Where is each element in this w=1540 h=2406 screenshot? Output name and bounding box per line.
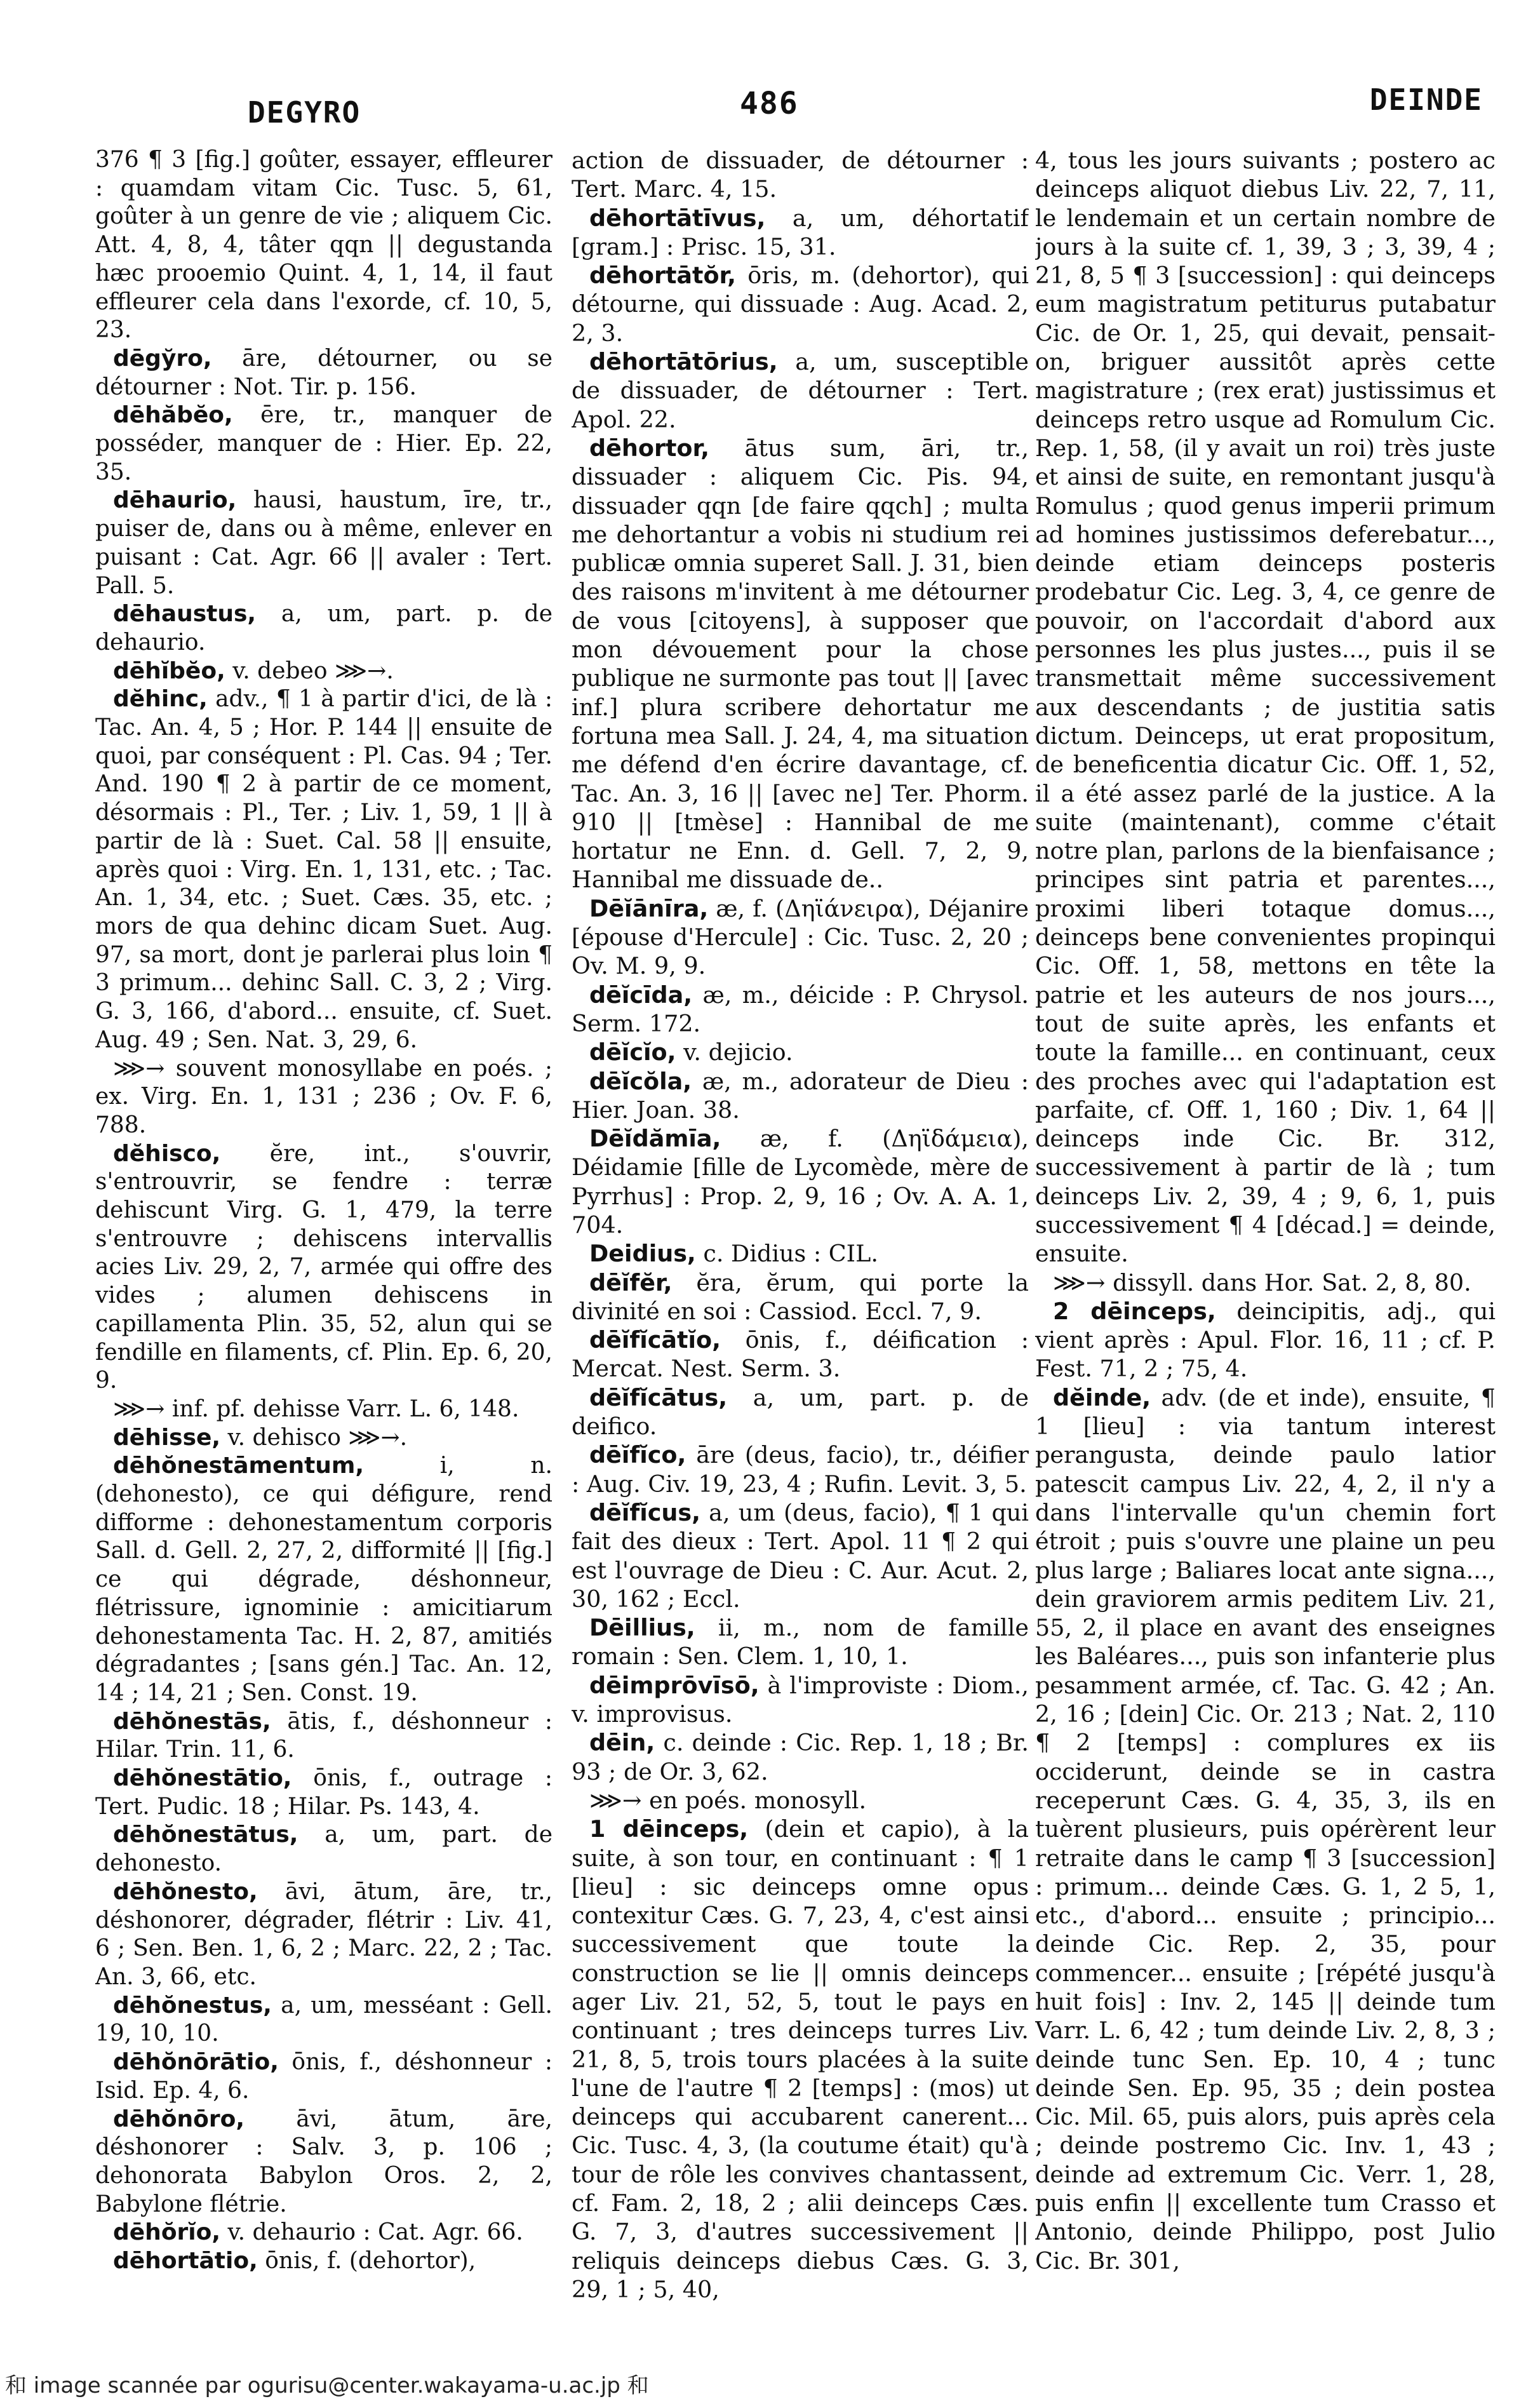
dictionary-entry	[572, 1613, 1029, 1671]
entry-definition: v. dehisco ⋙→.	[220, 1424, 408, 1451]
dictionary-entry	[95, 1424, 552, 1453]
entry-headword: dēhŏnestās,	[113, 1708, 271, 1735]
entry-definition: æ, f. (Δηϊδάμεια), Déidamie [fille de Lycomède, mère de Pyrrhus] : Prop. 2, 9, 16 ; Ov. A. A. 1, 704.	[572, 1125, 1029, 1239]
entry-definition: āre (deus, facio), tr., déifier : Aug. Civ. 19, 23, 4 ; Rufin. Levit. 3, 5.	[572, 1441, 1029, 1498]
entry-headword: dēĭcīda,	[589, 981, 693, 1009]
dictionary-entry	[572, 146, 1029, 204]
entry-headword: Dēĭdămīa,	[589, 1125, 721, 1153]
entry-definition: (dein et capio), à la suite, à son tour, en continuant : ¶ 1 [lieu] : sic deinceps omne opus contexitur Cæs. G. 7, 23, 4, c'est ainsi successivement que toute la construction se lie || omnis deinceps ager Liv. 21, 52, 5, tout le pays en continuant ; tres deinceps turres Liv. 21, 8, 5, trois tours placées à la suite l'une de l'autre ¶ 2 [temps] : (mos) ut deinceps qui accubarent canerent... Cic. Tusc. 4, 3, (la coutume était) qu'à tour de rôle les convives chantassent, cf. Fam. 2, 18, 2 ; alii deinceps Cæs. G. 7, 3, d'autres successivement || reliquis deinceps diebus Cæs. G. 3, 29, 1 ; 5, 40,	[572, 1815, 1029, 2303]
dictionary-entry	[95, 2106, 552, 2219]
entry-definition: action de dissuader, de détourner : Tert. Marc. 4, 15.	[572, 147, 1029, 203]
entry-definition: āvi, ātum, āre, déshonorer : Salv. 3, p. 106 ; dehonorata Babylon Oros. 2, 2, Babylone flétrie.	[95, 2106, 552, 2217]
entry-headword: dēhortātīvus,	[589, 204, 766, 232]
dictionary-entry	[95, 1395, 552, 1424]
dictionary-entry	[572, 894, 1029, 981]
entry-headword: dēhĭbĕo,	[113, 657, 225, 684]
running-head-right: DEINDE	[1369, 83, 1483, 117]
entry-definition: ii, m., nom de famille romain : Sen. Clem. 1, 10, 1.	[572, 1614, 1029, 1670]
dictionary-entry	[572, 1038, 1029, 1066]
dictionary-entry	[95, 2219, 552, 2247]
dictionary-entry	[95, 1878, 552, 1992]
dictionary-entry	[572, 1498, 1029, 1613]
entry-headword: dēhŏnestātio,	[113, 1765, 292, 1792]
dictionary-entry	[572, 434, 1029, 894]
dictionary-entry	[95, 2247, 552, 2276]
page-header	[0, 83, 1540, 140]
entry-definition: adv., ¶ 1 à partir d'ici, de là : Tac. An. 4, 5 ; Hor. P. 144 || ensuite de quoi, par conséquent : Pl. Cas. 94 ; Ter. And. 190 ¶ 2 à partir de ce moment, désormais : Pl., Ter. ; Liv. 1, 59, 1 || à partir de là : Suet. Cal. 58 || ensuite, après quoi : Virg. En. 1, 131, etc. ; Tac. An. 1, 34, etc. ; Suet. Cæs. 35, etc. ; mors de qua dehinc dicam Suet. Aug. 97, sa mort, dont je parlerai plus loin ¶ 3 primum... dehinc Sall. C. 3, 2 ; Virg. G. 3, 166, d'abord... ensuite, cf. Suet. Aug. 49 ; Sen. Nat. 3, 29, 6.	[95, 686, 552, 1053]
dictionary-entry	[572, 1786, 1029, 1815]
entry-definition: v. dehaurio : Cat. Agr. 66.	[220, 2219, 523, 2246]
entry-headword: dēĭfĕr,	[589, 1268, 673, 1296]
dictionary-entry	[572, 1671, 1029, 1729]
dictionary-entry	[95, 1764, 552, 1821]
dictionary-entry	[95, 657, 552, 686]
entry-headword: dēĭfĭcus,	[589, 1498, 700, 1526]
entry-definition: ⋙→ inf. pf. dehisse Varr. L. 6, 148.	[113, 1395, 519, 1422]
dictionary-entry	[95, 1140, 552, 1395]
entry-definition: ōnis, f., déshonneur : Isid. Ep. 4, 6.	[95, 2049, 552, 2104]
page-number: 486	[740, 86, 799, 121]
dictionary-entry	[572, 204, 1029, 262]
entry-headword: dēĭfĭco,	[589, 1441, 686, 1469]
entry-definition: āre, détourner, ou se détourner : Not. Tir. p. 156.	[95, 345, 552, 400]
entry-headword: 1 dēinceps,	[589, 1815, 749, 1843]
entry-definition: ōnis, f., outrage : Tert. Pudic. 18 ; Hilar. Ps. 143, 4.	[95, 1765, 552, 1820]
entry-definition: ēre, tr., manquer de posséder, manquer de : Hier. Ep. 22, 35.	[95, 402, 552, 485]
entry-headword: dēhortātōrius,	[589, 348, 778, 376]
entry-headword: dēhaustus,	[113, 601, 257, 628]
entry-headword: dēhaurio,	[113, 487, 237, 514]
dictionary-entry	[572, 1067, 1029, 1125]
entry-headword: dēimprōvīsō,	[589, 1671, 760, 1699]
column-2	[572, 146, 1029, 2312]
dictionary-entry	[572, 1124, 1029, 1239]
entry-definition: a, um, susceptible de dissuader, de détourner : Tert. Apol. 22.	[572, 348, 1029, 433]
dictionary-entry	[95, 345, 552, 401]
dictionary-entry	[95, 401, 552, 487]
entry-headword: dēhăbĕo,	[113, 402, 233, 429]
dictionary-entry	[572, 1383, 1029, 1441]
entry-headword: dēhisse,	[113, 1424, 221, 1451]
dictionary-entry	[572, 1815, 1029, 2304]
dictionary-entry	[1035, 146, 1496, 1268]
entry-headword: dēhŏnestus,	[113, 1992, 272, 2019]
entry-definition: ⋙→ en poés. monosyll.	[589, 1786, 867, 1814]
dictionary-entry	[95, 146, 552, 345]
entry-definition: v. dejicio.	[676, 1038, 793, 1066]
entry-definition: æ, f. (Δηϊάνειρα), Déjanire [épouse d'Hercule] : Cic. Tusc. 2, 20 ; Ov. M. 9, 9.	[572, 894, 1029, 980]
entry-definition: ⋙→ souvent monosyllabe en poés. ; ex. Virg. En. 1, 131 ; 236 ; Ov. F. 6, 788.	[95, 1055, 552, 1138]
dictionary-entry	[572, 981, 1029, 1038]
entry-headword: dĕhisco,	[113, 1140, 221, 1167]
dictionary-entry	[1035, 1383, 1496, 2275]
entry-definition: a, um, déhortatif [gram.] : Prisc. 15, 31.	[572, 204, 1029, 260]
entry-definition: c. Didius : CIL.	[695, 1240, 878, 1268]
entry-headword: dēhortātio,	[113, 2248, 258, 2275]
entry-headword: dēhŏrĭo,	[113, 2219, 221, 2246]
entry-definition: ōnis, f., déification : Mercat. Nest. Serm. 3.	[572, 1326, 1029, 1383]
entry-definition: a, um, messéant : Gell. 19, 10, 10.	[95, 1992, 552, 2047]
entry-definition: 4, tous les jours suivants ; postero ac deinceps aliquot diebus Liv. 22, 7, 11, le lendemain et un certain nombre de jours à la suite cf. 1, 39, 3 ; 3, 39, 4 ; 21, 8, 5 ¶ 3 [succession] : qui deinceps eum magistratum petiturus putabatur Cic. de Or. 1, 25, qui devait, pensait-on, briguer aussitôt après cette magistrature ; (rex erat) justissimus et deinceps retro usque ad Romulum Cic. Rep. 1, 58, (il y avait un roi) très juste et ainsi de suite, en remontant jusqu'à Romulus ; quod genus imperii primum ad homines justissimos deferebatur..., deinde etiam deinceps posteris prodebatur Cic. Leg. 3, 4, ce genre de pouvoir, on l'accordait d'abord aux personnes les plus justes..., puis il se transmettait même successivement aux descendants ; de justitia satis dictum. Deinceps, ut erat propositum, de beneficentia dicatur Cic. Off. 1, 52, il a été assez parlé de la justice. A la suite (maintenant), comme c'était notre plan, parlons de la bienfaisance ; principes sint patria et parentes..., proximi liberi totaque domus..., deinceps bene convenientes propinqui Cic. Off. 1, 58, mettons en tête la patrie et les auteurs de nos jours..., tout de suite après, les enfants et toute la famille... en continuant, ceux des proches avec qui l'adaptation est parfaite, cf. Off. 1, 160 ; Div. 1, 64 || deinceps inde Cic. Br. 312, successivement à partir de là ; tum deinceps Liv. 2, 39, 4 ; 9, 6, 1, puis successivement ¶ 4 [décad.] = deinde, ensuite.	[1035, 147, 1496, 1268]
entry-definition: æ, m., adorateur de Dieu : Hier. Joan. 38.	[572, 1067, 1029, 1124]
dictionary-entry	[95, 1821, 552, 1878]
entry-headword: dēĭfĭcātus,	[589, 1383, 728, 1411]
dictionary-entry	[572, 1728, 1029, 1786]
entry-definition: æ, m., déicide : P. Chrysol. Serm. 172.	[572, 981, 1029, 1037]
entry-headword: dēhŏnestāmentum,	[113, 1453, 365, 1479]
entry-headword: dēhortor,	[589, 434, 709, 462]
dictionary-entry	[1035, 1268, 1496, 1297]
entry-headword: dēĭfĭcātĭo,	[589, 1326, 721, 1354]
entry-definition: 376 ¶ 3 [fig.] goûter, essayer, effleurer : quamdam vitam Cic. Tusc. 5, 61, goûter à un genre de vie ; aliquem Cic. Att. 4, 8, 4, tâter qqn || degustanda hæc prooemio Quint. 4, 1, 14, il faut effleurer cela dans l'exorde, cf. 10, 5, 23.	[95, 147, 552, 344]
entry-definition: ōris, m. (dehortor), qui détourne, qui dissuade : Aug. Acad. 2, 2, 3.	[572, 262, 1029, 347]
entry-headword: dēhortātŏr,	[589, 262, 737, 290]
entry-definition: à l'improviste : Diom., v. improvisus.	[572, 1671, 1029, 1728]
entry-definition: ⋙→ dissyll. dans Hor. Sat. 2, 8, 80.	[1053, 1268, 1471, 1296]
dictionary-entry	[572, 261, 1029, 347]
dictionary-entry	[1035, 1297, 1496, 1383]
dictionary-entry	[572, 1268, 1029, 1326]
entry-definition: ĕre, int., s'ouvrir, s'entrouvrir, se fendre : terræ dehiscunt Virg. G. 1, 479, la terre s'entrouvre ; dehiscens intervallis acies Liv. 29, 2, 7, armée qui offre des vides ; alumen dehiscens in capillamenta Plin. 35, 52, alun qui se fendille en filaments, cf. Plin. Ep. 6, 20, 9.	[95, 1140, 552, 1394]
running-head-left: DEGYRO	[248, 95, 361, 130]
entry-definition: a, um (deus, facio), ¶ 1 qui fait des dieux : Tert. Apol. 11 ¶ 2 qui est l'ouvrage de Dieu : C. Aur. Acut. 2, 30, 162 ; Eccl.	[572, 1498, 1029, 1613]
entry-headword: dēhŏnōro,	[113, 2106, 245, 2132]
entry-definition: v. debeo ⋙→.	[225, 657, 394, 684]
dictionary-entry	[95, 1708, 552, 1764]
entry-definition: a, um, part. de dehonesto.	[95, 1822, 552, 1877]
dictionary-entry	[95, 2048, 552, 2105]
column-1	[95, 146, 552, 2312]
dictionary-entry	[572, 1326, 1029, 1383]
entry-definition: a, um, part. p. de dehaurio.	[95, 601, 552, 655]
dictionary-entry	[95, 1452, 552, 1707]
entry-headword: dēhŏnesto,	[113, 1878, 258, 1905]
entry-definition: āvi, ātum, āre, tr., déshonorer, dégrader, flétrir : Liv. 41, 6 ; Sen. Ben. 1, 6, 2 ; Marc. 22, 2 ; Tac. An. 3, 66, etc.	[95, 1878, 552, 1990]
entry-definition: hausi, haustum, īre, tr., puiser de, dans ou à même, enlever en puisant : Cat. Agr. 66 || avaler : Tert. Pall. 5.	[95, 487, 552, 599]
entry-definition: ātus sum, āri, tr., dissuader : aliquem Cic. Pis. 94, dissuader qqn [de faire qqch] ; multa me dehortantur a vobis ni studium rei publicæ omnia superet Sall. J. 31, bien des raisons m'invitent à me détourner de vous [citoyens], à supposer que mon dévouement pour la chose publique ne surmonte pas tout || [avec inf.] plura scribere dehortatur me fortuna mea Sall. J. 24, 4, ma situation me défend d'en écrire davantage, cf. Tac. An. 3, 16 || [avec ne] Ter. Phorm. 910 || [tmèse] : Hannibal de me hortatur ne Enn. d. Gell. 7, 2, 9, Hannibal me dissuade de..	[572, 434, 1029, 894]
entry-headword: dēhŏnestātus,	[113, 1822, 298, 1848]
entry-definition: c. deinde : Cic. Rep. 1, 18 ; Br. 93 ; de Or. 3, 62.	[572, 1729, 1029, 1785]
entry-definition: ĕra, ĕrum, qui porte la divinité en soi : Cassiod. Eccl. 7, 9.	[572, 1268, 1029, 1325]
scan-credit-footer: 和 image scannée par ogurisu@center.wakayama-u.ac.jp 和	[5, 2373, 649, 2398]
column-3	[1035, 146, 1496, 2312]
entry-headword: dēĭcĭo,	[589, 1038, 676, 1066]
entry-headword: dĕhinc,	[113, 686, 208, 713]
dictionary-entry	[95, 487, 552, 600]
entry-headword: dēin,	[589, 1729, 655, 1757]
dictionary-entry	[95, 600, 552, 657]
entry-definition: a, um, part. p. de deifico.	[572, 1383, 1029, 1441]
entry-definition: deincipitis, adj., qui vient après : Apul. Flor. 16, 11 ; cf. P. Fest. 71, 2 ; 75, 4.	[1035, 1297, 1496, 1383]
entry-headword: dēĭcŏla,	[589, 1067, 692, 1095]
entry-headword: dĕinde,	[1053, 1383, 1151, 1411]
entry-definition: i, n. (dehonesto), ce qui défigure, rend difforme : dehonestamentum corporis Sall. d. Gell. 2, 27, 2, difformité || [fig.] ce qui dégrade, déshonneur, flétrissure, ignominie : amicitiarum dehonestamenta Tac. H. 2, 87, amitiés dégradantes ; [sans gén.] Tac. An. 12, 14 ; 14, 21 ; Sen. Const. 19.	[95, 1453, 552, 1706]
dictionary-entry	[95, 1055, 552, 1140]
dictionary-entry	[572, 1239, 1029, 1268]
dictionary-entry	[95, 685, 552, 1054]
dictionary-entry	[572, 1441, 1029, 1498]
entry-headword: Deidius,	[589, 1240, 696, 1268]
entry-headword: Dēillius,	[589, 1614, 695, 1642]
entry-definition: ātis, f., déshonneur : Hilar. Trin. 11, 6.	[95, 1708, 552, 1763]
entry-headword: 2 dēinceps,	[1053, 1297, 1216, 1325]
dictionary-entry	[95, 1992, 552, 2048]
dictionary-entry	[572, 347, 1029, 434]
entry-headword: dēhŏnōrātio,	[113, 2049, 279, 2076]
entry-definition: adv. (de et inde), ensuite, ¶ 1 [lieu] : via tantum interest perangusta, deinde paulo latior patescit campus Liv. 22, 4, 2, il n'y a dans l'intervalle qu'un chemin fort étroit ; puis s'ouvre une plaine un peu plus large ; Baliares locat ante signa..., dein graviorem armis peditem Liv. 21, 55, 2, il place en avant des enseignes les Baléares..., puis son infanterie plus pesamment armée, cf. Tac. G. 42 ; An. 2, 16 ; [dein] Cic. Or. 213 ; Nat. 2, 110 ¶ 2 [temps] : complures ex iis occiderunt, deinde se in castra receperunt Cæs. G. 4, 35, 3, ils en tuèrent plusieurs, puis opérèrent leur retraite dans le camp ¶ 3 [succession] : primum... deinde Cæs. G. 1, 2 5, 1, etc., d'abord... ensuite ; principio... deinde Cic. Rep. 2, 35, pour commencer... ensuite ; [répété jusqu'à huit fois] : Inv. 2, 145 || deinde tum Varr. L. 6, 42 ; tum deinde Liv. 2, 8, 3 ; deinde tunc Sen. Ep. 10, 4 ; tunc deinde Sen. Ep. 95, 35 ; dein postea Cic. Mil. 65, puis alors, puis après cela ; deinde postremo Cic. Inv. 1, 43 ; deinde ad extremum Cic. Verr. 1, 28, puis enfin || excellente tum Crasso et Antonio, deinde Philippo, post Julio Cic. Br. 301,	[1035, 1383, 1496, 2275]
entry-headword: Dēĭānīra,	[589, 894, 709, 922]
entry-definition: ōnis, f. (dehortor),	[257, 2248, 476, 2275]
entry-headword: dēgўro,	[113, 345, 212, 372]
